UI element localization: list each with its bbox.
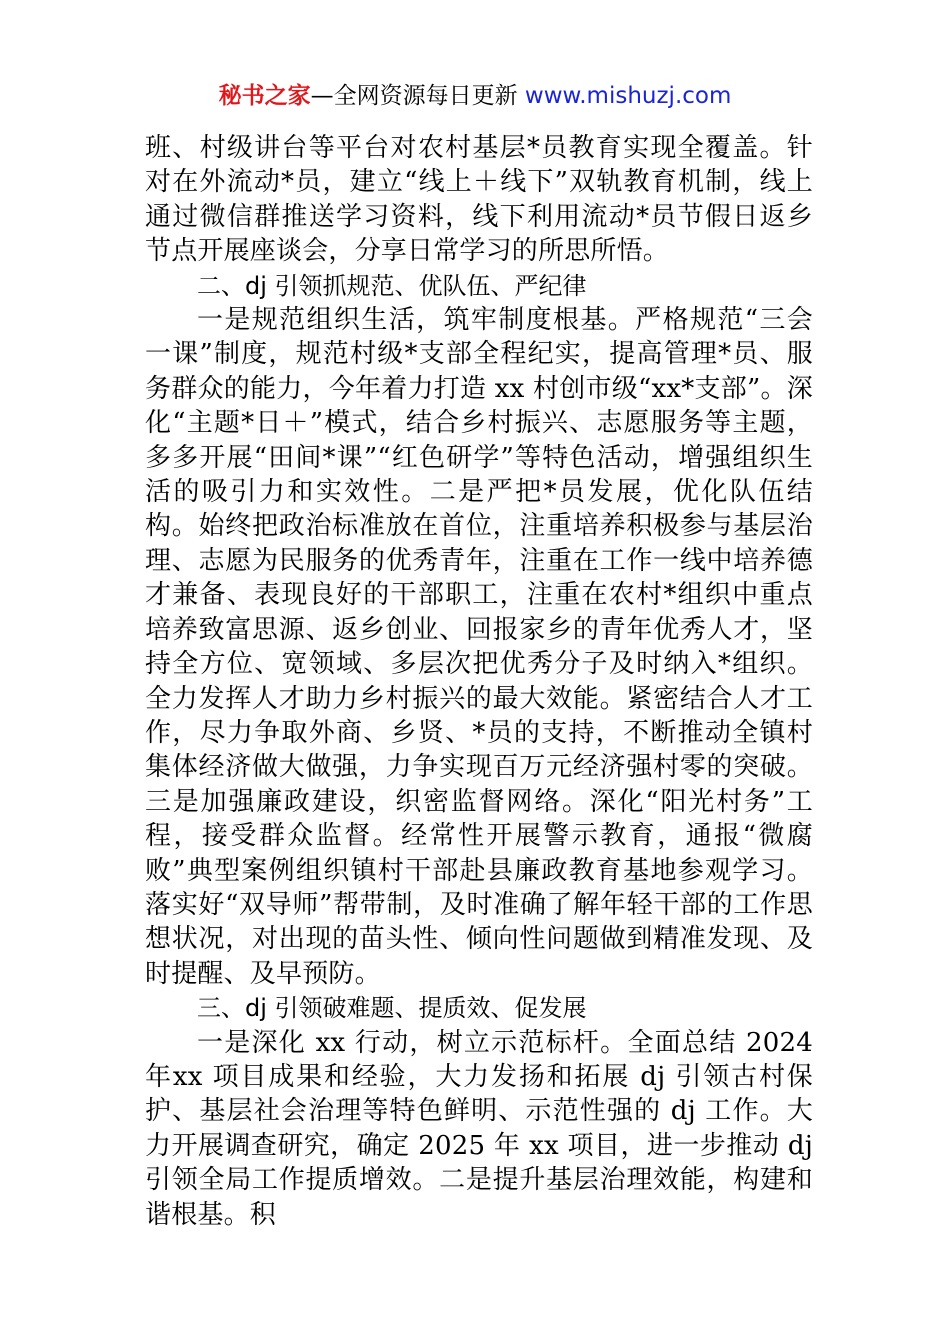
header-tagline: —全网资源每日更新 <box>310 83 525 109</box>
document-body <box>145 131 822 1232</box>
brand-name: 秘书之家 <box>218 83 311 109</box>
section-heading-2: 二、dj 引领抓规范、优队伍、严纪律 <box>197 271 587 300</box>
section-heading-3: 三、dj 引领破难题、提质效、促发展 <box>197 994 587 1023</box>
page-header <box>0 78 950 114</box>
paragraph-2: 一是规范组织生活，筑牢制度根基。严格规范“三会一课”制度，规范村级*支部全程纪实，提高管理*员、服务群众的能力，今年着力打造 xx 村创市级“xx*支部”。深化“主题*日＋”模式，结合乡村振兴、志愿服务等主题，多多开展“田间*课”“红色研学”等特色活动，增强组织生活的吸引力和实效性。二是严把*员发展，优化队伍结构。始终把政治标准放在首位，注重培养积极参与基层治理、志愿为民服务的优秀青年，注重在工作一线中培养德才兼备、表现良好的干部职工，注重在农村*组织中重点培养致富思源、返乡创业、回报家乡的青年优秀人才，坚持全方位、宽领域、多层次把优秀分子及时纳入*组织。全力发挥人才助力乡村振兴的最大效能。紧密结合人才工作，尽力争取外商、乡贤、*员的支持，不断推动全镇村集体经济做大做强，力争实现百万元经济强村零的突破。三是加强廉政建设，织密监督网络。深化“阳光村务”工程，接受群众监督。经常性开展警示教育，通报“微腐败”典型案例组织镇村干部赴县廉政教育基地参观学习。落实好“双导师”帮带制，及时准确了解年轻干部的工作思想状况，对出现的苗头性、倾向性问题做到精准发现、及时提醒、及早预防。 <box>145 305 813 989</box>
paragraph-1: 班、村级讲台等平台对农村基层*员教育实现全覆盖。针对在外流动*员，建立“线上＋线下”双轨教育机制，线上通过微信群推送学习资料，线下利用流动*员节假日返乡节点开展座谈会，分享日常学习的所思所悟。 <box>145 133 813 267</box>
paragraph-3: 一是深化 xx 行动，树立示范标杆。全面总结 2024 年xx 项目成果和经验，大力发扬和拓展 dj 引领古村保护、基层社会治理等特色鲜明、示范性强的 dj 工作。大力开展调查研究，确定 2025 年 xx 项目，进一步推动 dj 引领全局工作提质增效。二是提升基层治理效能，构建和谐根基。积 <box>145 1027 822 1230</box>
site-url[interactable]: www.mishuzj.com <box>524 83 732 109</box>
